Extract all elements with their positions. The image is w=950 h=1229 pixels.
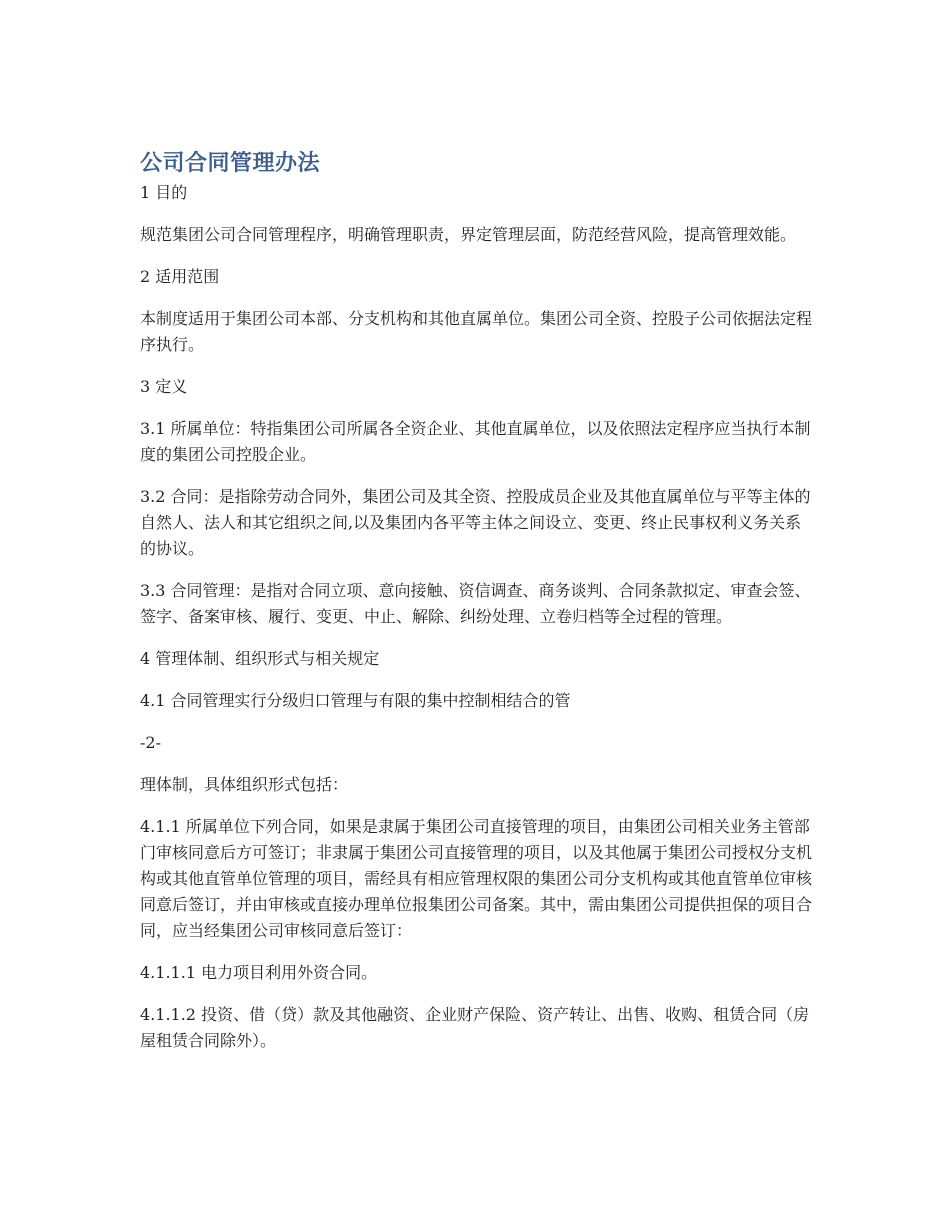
- paragraph-purpose: 规范集团公司合同管理程序，明确管理职责，界定管理层面，防范经营风险，提高管理效能。: [140, 225, 797, 244]
- section-heading-purpose: 1 目的: [140, 183, 188, 202]
- section-heading-definitions: 3 定义: [140, 377, 188, 396]
- paragraph-4-1-1-1: 4.1.1.1 电力项目利用外资合同。: [140, 963, 378, 982]
- paragraph-4-1-continued: 理体制，具体组织形式包括：: [140, 775, 349, 794]
- paragraph-4-1-1: 4.1.1 所属单位下列合同，如果是隶属于集团公司直接管理的项目，由集团公司相关业务主管部门审核同意后方可签订；非隶属于集团公司直接管理的项目，以及其他属于集团公司授权分支机构或其他直管单位管理的项目，需经具有相应管理权限的集团公司分支机构或其他直管单位审核同意后签订，并由审核或直接办理单位报集团公司备案。其中，需由集团公司提供担保的项目合同，应当经集团公司审核同意后签订：: [140, 817, 813, 940]
- paragraph-definition-3-1: 3.1 所属单位：特指集团公司所属各全资企业、其他直属单位，以及依照法定程序应当执行本制度的集团公司控股企业。: [140, 419, 811, 464]
- paragraph-4-1-1-2: 4.1.1.2 投资、借（贷）款及其他融资、企业财产保险、资产转让、出售、收购、租赁合同（房屋租赁合同除外）。: [140, 1005, 810, 1050]
- section-heading-scope: 2 适用范围: [140, 267, 220, 286]
- paragraph-definition-3-3: 3.3 合同管理：是指对合同立项、意向接触、资信调查、商务谈判、合同条款拟定、审查会签、签字、备案审核、履行、变更、中止、解除、纠纷处理、立卷归档等全过程的管理。: [140, 581, 811, 626]
- page-number: -2-: [140, 733, 161, 752]
- document-title: 公司合同管理办法: [140, 151, 321, 176]
- paragraph-scope: 本制度适用于集团公司本部、分支机构和其他直属单位。集团公司全资、控股子公司依据法定程序执行。: [140, 309, 813, 354]
- paragraph-definition-3-2: 3.2 合同：是指除劳动合同外，集团公司及其全资、控股成员企业及其他直属单位与平等主体的自然人、法人和其它组织之间,以及集团内各平等主体之间设立、变更、终止民事权利义务关系的协议。: [140, 487, 811, 558]
- paragraph-4-1: 4.1 合同管理实行分级归口管理与有限的集中控制相结合的管: [140, 691, 571, 710]
- document-content: [140, 148, 812, 1054]
- section-heading-management: 4 管理体制、组织形式与相关规定: [140, 649, 380, 668]
